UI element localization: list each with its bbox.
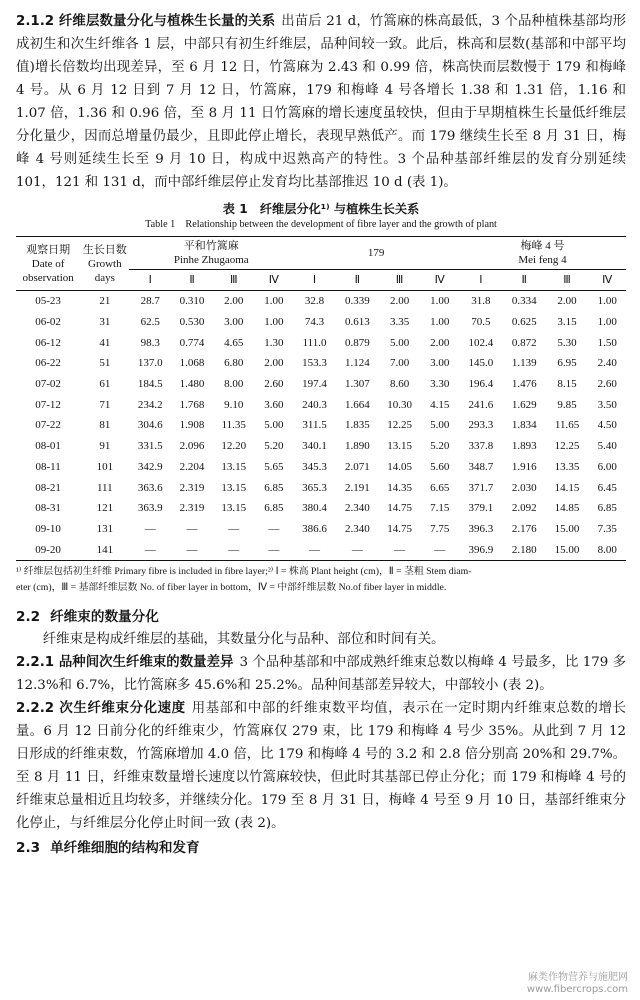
cell-days: 101 xyxy=(96,460,114,473)
cell-value: 371.7 xyxy=(468,481,494,494)
cell-value: 6.85 xyxy=(264,481,284,494)
cell-value: 153.3 xyxy=(302,357,327,370)
cell-value: 5.30 xyxy=(557,336,577,349)
table-1 xyxy=(16,236,626,561)
table-row xyxy=(16,539,626,560)
cell-value: 5.60 xyxy=(430,460,450,473)
cell-value: 197.4 xyxy=(302,378,327,391)
cell-days: 61 xyxy=(99,378,111,391)
cell-value: 1.480 xyxy=(179,378,205,391)
cell-value: 2.00 xyxy=(389,295,410,308)
table-note-1: ¹⁾ 纤维层包括初生纤维 Primary fibre is included in fibre layer;²⁾ Ⅰ = 株高 Plant height (cm)，Ⅱ = 茎粗 Stem diam- xyxy=(16,565,472,577)
cell-value: 0.339 xyxy=(344,295,370,308)
sub-header: Ⅲ xyxy=(213,270,255,291)
cell-value: 331.5 xyxy=(137,440,163,453)
sub-header: Ⅱ xyxy=(503,270,546,291)
cell-value: 14.05 xyxy=(387,460,412,473)
cell-value: 1.00 xyxy=(430,295,450,308)
table-row xyxy=(16,415,626,436)
cell-days: 111 xyxy=(96,481,113,494)
cell-value: 6.85 xyxy=(264,502,284,515)
cell-value: 6.85 xyxy=(597,502,617,515)
cell-value: 5.20 xyxy=(264,440,284,453)
cell-days: 131 xyxy=(96,522,114,535)
cell-value: 196.4 xyxy=(468,378,494,391)
column-header-date: 观察日期 Date of observation xyxy=(16,237,80,291)
table-row xyxy=(16,498,626,519)
table-row xyxy=(16,477,626,498)
cell-value: 3.50 xyxy=(597,398,617,411)
sub-header: Ⅳ xyxy=(420,270,459,291)
cell-value: 28.7 xyxy=(140,295,160,308)
cell-value: 4.50 xyxy=(597,419,617,432)
cell-value: — xyxy=(268,522,280,535)
subsection-heading-2-1-2: 2.1.2 纤维层数量分化与植株生长量的关系 xyxy=(16,14,276,29)
cell-date: 06-12 xyxy=(35,336,61,349)
cell-value: 1.835 xyxy=(344,419,370,432)
cell-value: 6.00 xyxy=(597,460,617,473)
cell-value: 6.65 xyxy=(430,481,450,494)
cell-value: — xyxy=(144,543,156,556)
cell-value: 8.60 xyxy=(389,378,410,391)
cell-value: 7.15 xyxy=(430,502,450,515)
cell-value: 240.3 xyxy=(302,398,327,411)
cell-value: 311.5 xyxy=(302,419,327,432)
cell-date: 09-20 xyxy=(35,543,61,556)
paragraph-2-2-2 xyxy=(16,697,626,835)
cell-value: 15.00 xyxy=(554,522,580,535)
cell-value: 32.8 xyxy=(304,295,325,308)
sub-header: Ⅱ xyxy=(171,270,213,291)
cell-value: 337.8 xyxy=(468,440,494,453)
cell-value: 7.75 xyxy=(430,522,450,535)
cell-value: 1.50 xyxy=(597,336,617,349)
cell-value: 111.0 xyxy=(302,336,327,349)
cell-days: 91 xyxy=(99,440,111,453)
sub-header: Ⅰ xyxy=(459,270,503,291)
cell-value: 1.768 xyxy=(179,398,205,411)
table-title-en: Table 1 Relationship between the development of fibre layer and the growth of plant xyxy=(145,219,497,230)
cell-value: 14.15 xyxy=(554,481,580,494)
cell-value: 9.85 xyxy=(557,398,577,411)
cell-value: 2.176 xyxy=(511,522,537,535)
paragraph-2-2-1 xyxy=(16,651,626,697)
cell-value: 13.15 xyxy=(221,502,247,515)
table-body xyxy=(16,291,626,561)
cell-value: 1.30 xyxy=(264,336,284,349)
cell-value: 5.00 xyxy=(430,419,450,432)
cell-value: 13.15 xyxy=(221,460,247,473)
cell-value: 2.071 xyxy=(344,460,370,473)
cell-value: 3.30 xyxy=(430,378,450,391)
cell-days: 121 xyxy=(96,502,114,515)
cell-value: 2.00 xyxy=(224,295,244,308)
cell-value: 0.872 xyxy=(511,336,537,349)
cell-value: — xyxy=(228,543,240,556)
sub-header: Ⅲ xyxy=(379,270,421,291)
cell-value: 9.10 xyxy=(224,398,244,411)
cell-date: 08-11 xyxy=(35,460,61,473)
cell-value: 1.476 xyxy=(511,378,537,391)
cell-value: — xyxy=(186,522,198,535)
cell-value: 1.068 xyxy=(179,357,205,370)
cell-value: 0.879 xyxy=(344,336,370,349)
column-group-meifeng: 梅峰 4 号 Mei feng 4 xyxy=(459,237,626,270)
cell-value: 1.890 xyxy=(344,440,370,453)
cell-days: 51 xyxy=(99,357,111,370)
cell-value: 11.35 xyxy=(221,419,246,432)
cell-value: 14.75 xyxy=(387,522,412,535)
cell-value: 4.65 xyxy=(224,336,244,349)
cell-value: 1.893 xyxy=(511,440,537,453)
cell-value: — xyxy=(268,543,280,556)
table-row xyxy=(16,353,626,374)
table-note-2: eter (cm)，Ⅲ = 基部纤维层数 No. of fiber layer in bottom，Ⅳ = 中部纤维层数 No.of fiber layer in middle. xyxy=(16,581,447,593)
cell-value: — xyxy=(309,543,321,556)
cell-value: 7.35 xyxy=(597,522,617,535)
cell-value: 0.530 xyxy=(179,316,205,329)
table-row xyxy=(16,519,626,540)
cell-value: — xyxy=(186,543,198,556)
cell-value: 0.334 xyxy=(511,295,537,308)
cell-value: 3.00 xyxy=(224,316,244,329)
cell-value: — xyxy=(144,522,156,535)
cell-value: 345.3 xyxy=(302,460,327,473)
cell-value: 10.30 xyxy=(387,398,412,411)
table-row xyxy=(16,332,626,353)
cell-days: 31 xyxy=(99,316,111,329)
cell-value: 2.00 xyxy=(557,295,577,308)
cell-value: 348.7 xyxy=(468,460,494,473)
paragraph-2-1-2 xyxy=(16,10,626,194)
cell-value: 13.15 xyxy=(221,481,247,494)
cell-value: 14.85 xyxy=(554,502,580,515)
paragraph-2-2-intro: 纤维束是构成纤维层的基础，其数量分化与品种、部位和时间有关。 xyxy=(42,631,445,647)
cell-value: 1.307 xyxy=(344,378,370,391)
cell-value: 2.319 xyxy=(179,481,205,494)
cell-value: 365.3 xyxy=(302,481,327,494)
cell-value: 5.65 xyxy=(264,460,284,473)
cell-date: 08-01 xyxy=(35,440,61,453)
cell-value: 2.340 xyxy=(344,522,370,535)
sub-header: Ⅳ xyxy=(255,270,294,291)
cell-value: 2.40 xyxy=(597,357,617,370)
cell-value: 6.95 xyxy=(557,357,577,370)
cell-value: 102.4 xyxy=(468,336,494,349)
table-row xyxy=(16,394,626,415)
cell-value: 0.774 xyxy=(179,336,205,349)
table-row xyxy=(16,436,626,457)
cell-value: 8.15 xyxy=(557,378,577,391)
cell-date: 07-02 xyxy=(35,378,61,391)
cell-value: 396.3 xyxy=(468,522,494,535)
table-notes xyxy=(16,564,626,596)
cell-value: 241.6 xyxy=(468,398,494,411)
cell-value: 2.340 xyxy=(344,502,370,515)
cell-days: 71 xyxy=(99,398,111,411)
cell-value: 6.80 xyxy=(224,357,244,370)
cell-value: 14.75 xyxy=(387,502,412,515)
cell-value: 74.3 xyxy=(304,316,325,329)
cell-value: 2.319 xyxy=(179,502,205,515)
paragraph-text: 出苗后 21 d，竹篙麻的株高最低，3 个品种植株基部均形成初生和次生纤维各 1 层，中部只有初生纤维层，品种间较一致。此后，株高和层数(基部和中部平均值)增长倍数均出现差异，至 6 月 12 日，竹篙麻为 2.43 和 0.99 倍，株高快而层数慢于 179 和梅峰 4 号。从 6 月 12 日到 7 月 12 日，竹篙麻，179 和梅峰 4 号各增长 1.38 和 1.31 倍，1.16 和 1.07 倍，1.36 和 0.96 倍，至 8 月 11 日竹篙麻的增长速度虽较快，但由于早期植株生长量低纤维层分化量少，因而总增量仍最少，且即此停止增长，表现早熟低产。而 179 继续生长至 8 月 31 日，梅峰 4 号则延续生长至 9 月 10 日，构成中迟熟高产的特性。3 个品种基部纤维层的发育分别延续 101，121 和 131 d，而中部纤维层停止发育均比基部推迟 10 d (表 1)。 xyxy=(16,14,626,190)
cell-value: 1.124 xyxy=(344,357,370,370)
cell-value: 13.15 xyxy=(387,440,412,453)
cell-value: 1.916 xyxy=(511,460,537,473)
cell-value: 6.45 xyxy=(597,481,617,494)
sub-header: Ⅲ xyxy=(546,270,589,291)
cell-value: 234.2 xyxy=(137,398,163,411)
cell-value: 1.00 xyxy=(430,316,450,329)
cell-value: 145.0 xyxy=(468,357,494,370)
cell-value: 5.00 xyxy=(264,419,284,432)
cell-value: 5.40 xyxy=(597,440,617,453)
cell-value: 2.60 xyxy=(597,378,617,391)
column-group-pinhe: 平和竹篙麻 Pinhe Zhugaoma xyxy=(129,237,293,270)
cell-days: 81 xyxy=(99,419,111,432)
cell-value: 379.1 xyxy=(468,502,494,515)
cell-value: 1.00 xyxy=(264,295,284,308)
sub-header: Ⅰ xyxy=(293,270,336,291)
cell-value: — xyxy=(351,543,363,556)
cell-value: 293.3 xyxy=(468,419,494,432)
cell-value: 1.629 xyxy=(511,398,537,411)
cell-value: 15.00 xyxy=(554,543,580,556)
cell-value: 0.310 xyxy=(179,295,205,308)
cell-date: 07-22 xyxy=(35,419,61,432)
cell-value: 11.65 xyxy=(554,419,580,432)
cell-value: 98.3 xyxy=(140,336,160,349)
cell-value: 12.25 xyxy=(554,440,580,453)
cell-value: — xyxy=(228,522,240,535)
cell-date: 07-12 xyxy=(35,398,61,411)
table-row xyxy=(16,457,626,478)
cell-value: 1.00 xyxy=(597,316,617,329)
cell-value: 396.9 xyxy=(468,543,494,556)
cell-value: 3.00 xyxy=(430,357,450,370)
cell-value: 2.204 xyxy=(179,460,205,473)
cell-value: 4.15 xyxy=(430,398,450,411)
cell-value: 2.00 xyxy=(264,357,284,370)
cell-value: 5.20 xyxy=(430,440,450,453)
cell-value: 0.613 xyxy=(344,316,370,329)
cell-value: 62.5 xyxy=(140,316,160,329)
cell-value: 31.8 xyxy=(471,295,491,308)
cell-value: 2.00 xyxy=(430,336,450,349)
table-row xyxy=(16,374,626,395)
table-1-caption xyxy=(16,200,626,232)
cell-value: — xyxy=(434,543,446,556)
cell-value: 363.6 xyxy=(137,481,163,494)
cell-value: 3.35 xyxy=(389,316,410,329)
cell-date: 06-02 xyxy=(35,316,61,329)
cell-value: 137.0 xyxy=(137,357,163,370)
cell-value: 14.35 xyxy=(387,481,412,494)
cell-date: 09-10 xyxy=(35,522,61,535)
cell-value: 1.908 xyxy=(179,419,205,432)
cell-value: 0.625 xyxy=(511,316,537,329)
cell-value: 363.9 xyxy=(137,502,163,515)
paragraph-text: 3 个品种基部和中部成熟纤维束总数以梅峰 4 号最多，比 179 多 12.3%和 6.7%，比竹篙麻多 45.6%和 25.2%。品种间基部差异较大，中部较小 (表 2)。 xyxy=(16,654,626,693)
cell-value: 70.5 xyxy=(471,316,491,329)
cell-value: 2.180 xyxy=(511,543,537,556)
cell-value: 8.00 xyxy=(597,543,617,556)
cell-value: 2.092 xyxy=(511,502,537,515)
cell-value: 12.25 xyxy=(387,419,412,432)
cell-date: 06-22 xyxy=(35,357,61,370)
cell-value: 8.00 xyxy=(224,378,244,391)
subsection-heading-2-2-1: 2.2.1 品种间次生纤维束的数量差异 xyxy=(16,654,234,670)
cell-value: 3.60 xyxy=(264,398,284,411)
cell-value: 304.6 xyxy=(137,419,163,432)
cell-value: 2.096 xyxy=(179,440,205,453)
cell-value: 5.00 xyxy=(389,336,410,349)
site-watermark: 麻类作物营养与施肥网 www.fibercrops.com xyxy=(526,972,628,995)
cell-date: 08-21 xyxy=(35,481,61,494)
cell-value: 380.4 xyxy=(302,502,327,515)
column-header-days: 生长日数 Growth days xyxy=(80,237,129,291)
table-title-cn: 表 1 纤维层分化¹⁾ 与植株生长关系 xyxy=(222,202,420,216)
cell-value: 340.1 xyxy=(302,440,327,453)
cell-value: 1.00 xyxy=(264,316,284,329)
cell-days: 21 xyxy=(99,295,111,308)
paragraph-text: 用基部和中部的纤维束数平均值，表示在一定时期内纤维束总数的增长量。6 月 12 日前分化的纤维束少，竹篙麻仅 279 束，比 179 和梅峰 4 号少 35%。从此到 7 月 12 日形成的纤维束数，竹篙麻增加 4.0 倍，比 179 和梅峰 4 号的 3.2 和 2.8 倍分别高 20%和 29.7%。至 8 月 11 日，纤维束数量增长速度以竹篙麻较快，但此时其基部已停止分化；而 179 和梅峰 4 号的纤维束总量相近且均较多，并继续分化。179 至 8 月 31 日，梅峰 4 号至 9 月 10 日，基部纤维束分化停止，与纤维层分化停止时间一致 (表 2)。 xyxy=(16,700,626,831)
cell-value: 1.664 xyxy=(344,398,370,411)
cell-value: 1.834 xyxy=(511,419,537,432)
cell-value: 13.35 xyxy=(554,460,580,473)
cell-value: 184.5 xyxy=(137,378,163,391)
cell-value: 1.00 xyxy=(597,295,617,308)
cell-value: 2.191 xyxy=(344,481,370,494)
cell-value: 342.9 xyxy=(137,460,163,473)
cell-value: 12.20 xyxy=(221,440,247,453)
table-row xyxy=(16,291,626,312)
cell-value: 7.00 xyxy=(389,357,410,370)
section-heading-2-2: 2.2 纤维束的数量分化 xyxy=(16,608,159,625)
cell-value: 386.6 xyxy=(302,522,327,535)
cell-value: 1.139 xyxy=(511,357,537,370)
section-heading-2-3: 2.3 单纤维细胞的结构和发育 xyxy=(16,839,200,856)
cell-value: 2.60 xyxy=(264,378,284,391)
cell-value: 3.15 xyxy=(557,316,577,329)
cell-value: 2.030 xyxy=(511,481,537,494)
sub-header: Ⅱ xyxy=(336,270,379,291)
cell-value: — xyxy=(394,543,406,556)
cell-date: 08-31 xyxy=(35,502,61,515)
column-group-179: 179 xyxy=(293,237,459,270)
cell-date: 05-23 xyxy=(35,295,61,308)
sub-header: Ⅰ xyxy=(129,270,171,291)
sub-header: Ⅳ xyxy=(588,270,626,291)
cell-days: 141 xyxy=(96,543,114,556)
cell-days: 41 xyxy=(99,336,111,349)
subsection-heading-2-2-2: 2.2.2 次生纤维束分化速度 xyxy=(16,700,186,716)
table-row xyxy=(16,312,626,333)
